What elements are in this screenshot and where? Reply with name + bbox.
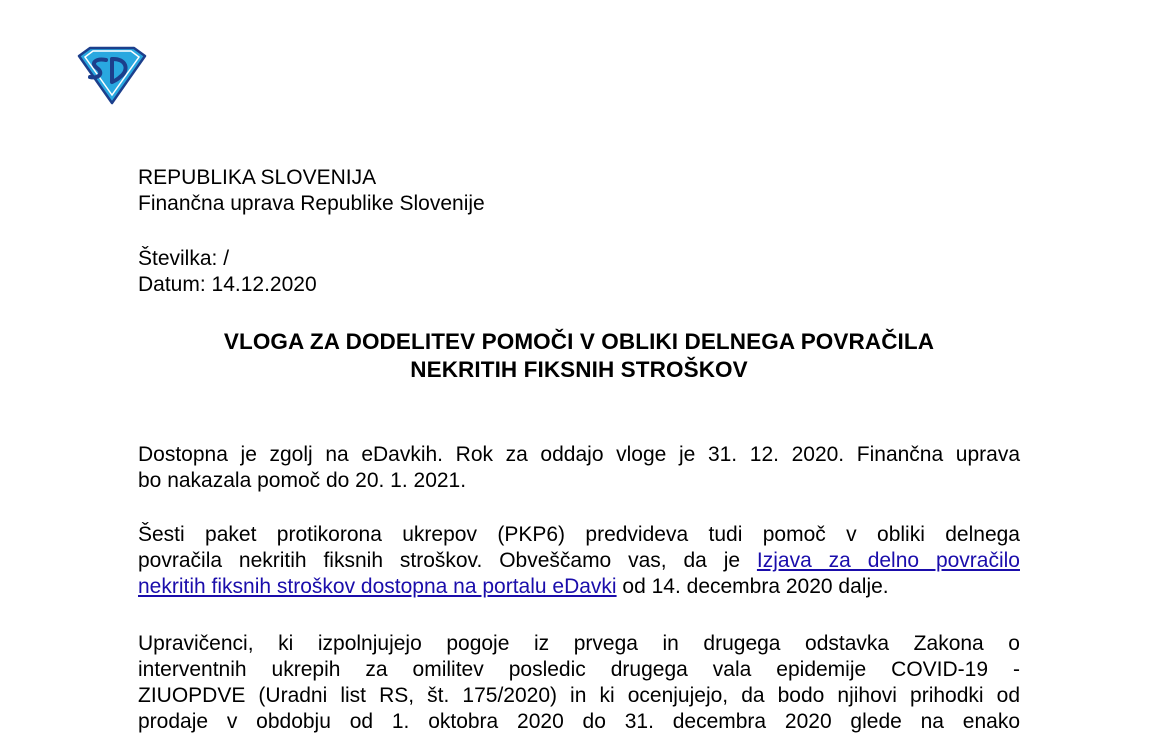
paragraph-line [138,574,1020,600]
fu-logo-icon [76,46,148,106]
document-meta [138,246,317,298]
document-date: Datum: 14.12.2020 [138,273,317,296]
republic-name: REPUBLIKA SLOVENIJA [138,166,377,189]
institution-header [138,165,485,217]
title-line-1: VLOGA ZA DODELITEV POMOČI V OBLIKI DELNEGA POVRAČILA [223,329,935,354]
declaration-link-part-1[interactable]: Izjava za delno povračilo [756,549,1020,572]
paragraph-eligibility [138,631,1020,735]
agency-name: Finančna uprava Republike Slovenije [138,192,485,215]
document-number: Številka: / [138,247,230,270]
declaration-link-part-2[interactable]: nekritih fiksnih stroškov dostopna na portalu eDavki [138,575,617,598]
paragraph-text: povračila nekritih fiksnih stroškov. Obveščamo vas, da je [138,549,757,572]
paragraph-line: ZIUOPDVE (Uradni list RS, št. 175/2020) in ki ocenjujejo, da bodo njihovi prihodki od [138,684,1020,707]
paragraph-line: bo nakazala pomoč do 20. 1. 2021. [138,469,467,492]
document-title [138,328,1020,384]
paragraph-text: od 14. decembra 2020 dalje. [616,575,889,598]
paragraph-line [138,548,1020,574]
paragraph-line: Šesti paket protikorona ukrepov (PKP6) predvideva tudi pomoč v obliki delnega [138,523,1020,546]
paragraph-line: prodaje v obdobju od 1. oktobra 2020 do 31. decembra 2020 glede na enako [138,710,1020,733]
paragraph-line: interventnih ukrepih za omilitev posledic drugega vala epidemije COVID-19 - [138,658,1020,681]
title-line-2: NEKRITIH FIKSNIH STROŠKOV [410,357,748,382]
paragraph-line: Upravičenci, ki izpolnjujejo pogoje iz prvega in drugega odstavka Zakona o [138,632,1020,655]
paragraph-pkp6 [138,522,1020,600]
paragraph-availability [138,442,1020,494]
paragraph-line: Dostopna je zgolj na eDavkih. Rok za oddajo vloge je 31. 12. 2020. Finančna uprava [138,443,1020,466]
